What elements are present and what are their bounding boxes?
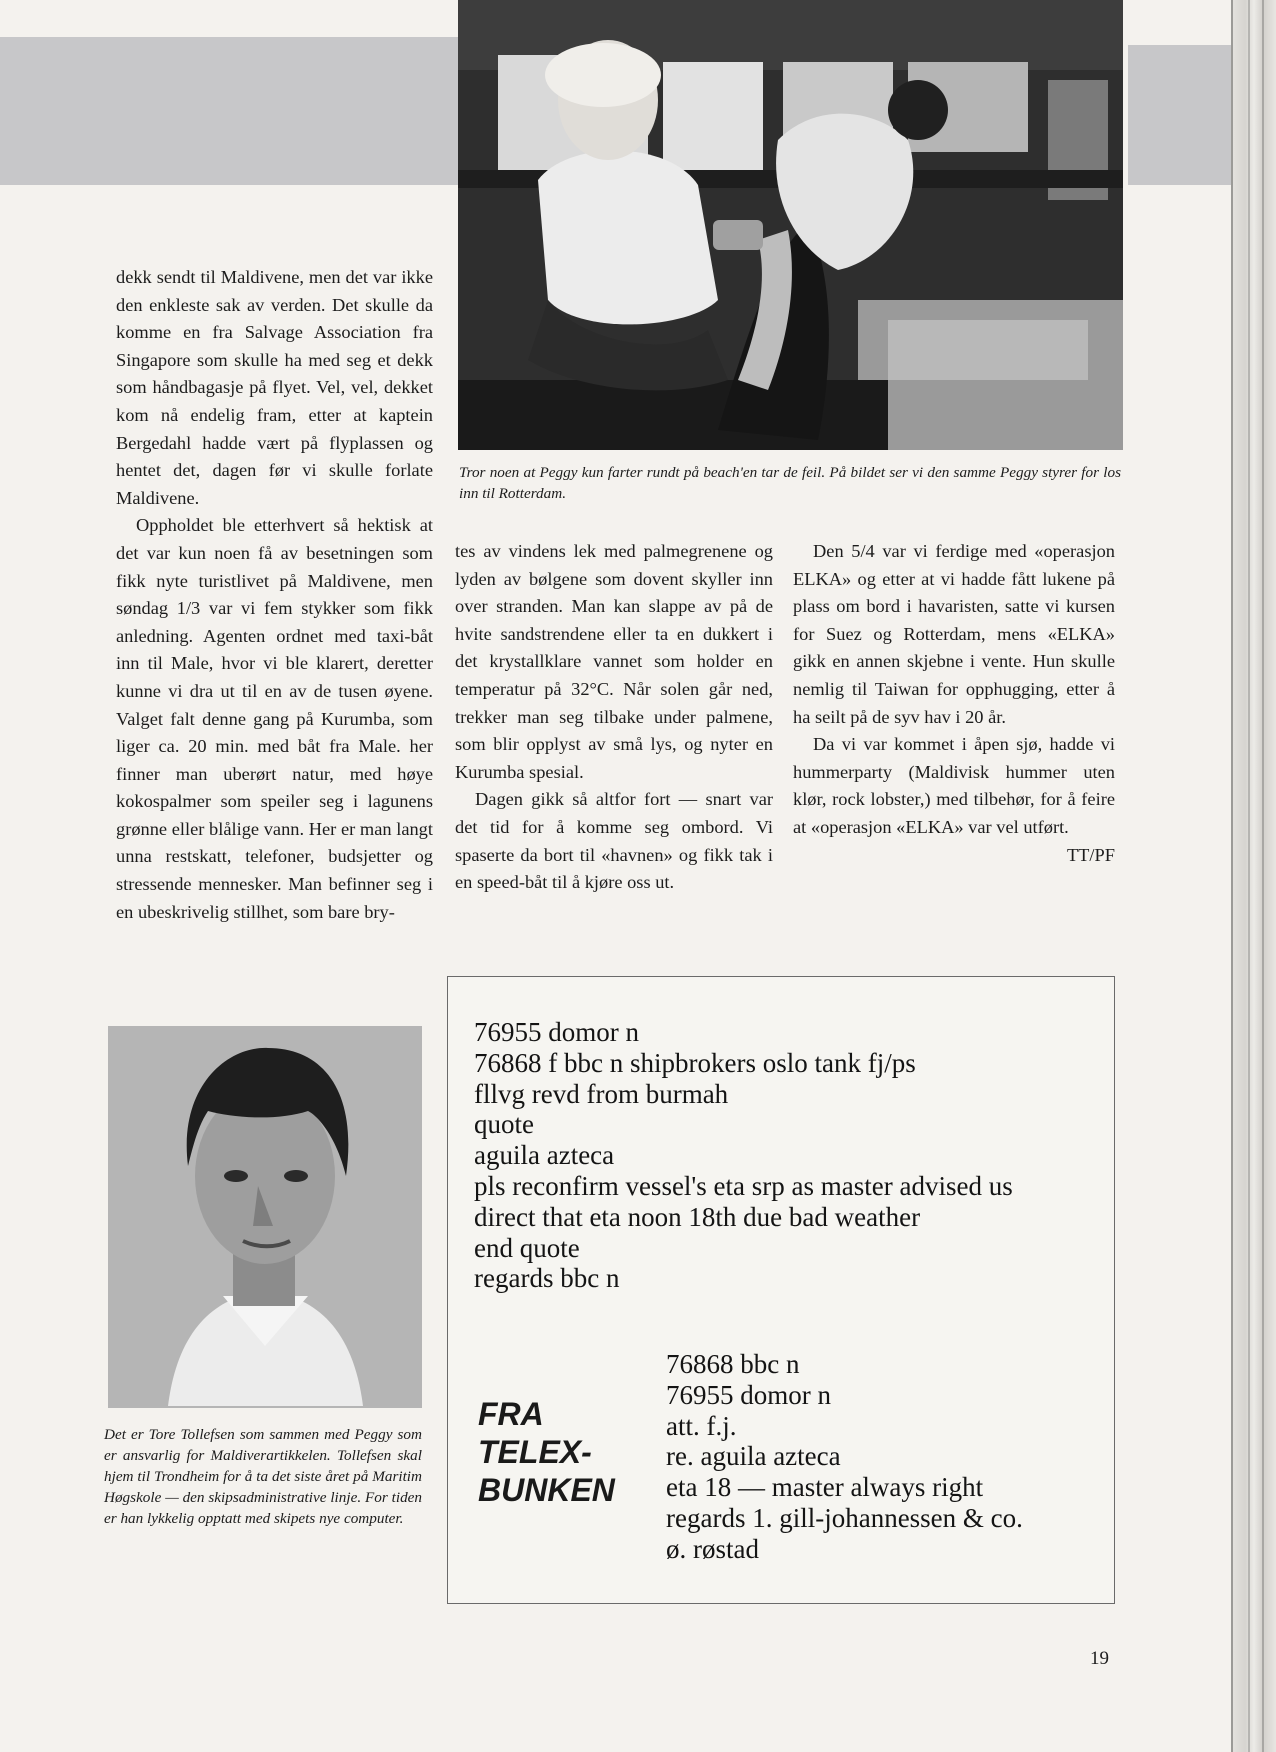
telex-line: end quote bbox=[474, 1232, 580, 1263]
telex-message-2 bbox=[666, 1349, 1023, 1565]
telex-line: regards bbc n bbox=[474, 1263, 620, 1294]
telex-line: direct that eta noon 18th due bad weather bbox=[474, 1201, 921, 1232]
telex-title-line: TELEX- bbox=[478, 1434, 592, 1470]
telex-line: fllvg revd from burmah bbox=[474, 1078, 729, 1109]
article-column-2 bbox=[455, 538, 773, 897]
photo-bridge-woman-steering bbox=[458, 0, 1123, 450]
telex-line: ø. røstad bbox=[666, 1533, 759, 1564]
page-number: 19 bbox=[1090, 1648, 1109, 1669]
page-edge-line bbox=[1248, 0, 1250, 1752]
telex-section-title bbox=[478, 1395, 615, 1509]
telex-line: aguila azteca bbox=[474, 1140, 615, 1171]
article-signature: TT/PF bbox=[1066, 844, 1115, 865]
page-edge-line bbox=[1262, 0, 1264, 1752]
telex-line: quote bbox=[474, 1109, 534, 1140]
caption-top-photo: Tror noen at Peggy kun farter rundt på beach'en tar de feil. På bildet ser vi den samme Peggy styrer for los inn til Rotterdam. bbox=[459, 464, 1121, 502]
telex-line: 76868 f bbc n shipbrokers oslo tank fj/ps bbox=[474, 1047, 916, 1078]
page-edge-shadow bbox=[1232, 0, 1276, 1752]
header-gray-band bbox=[0, 37, 470, 185]
article-paragraph: Oppholdet ble etterhvert så hektisk at det var kun noen få av besetningen som fikk nyte turistlivet på Maldivene, men søndag 1/3 var vi fem stykker som fikk anledning. Agenten ordnet med taxi-båt inn til Male, hvor vi ble klarert, deretter kunne vi dra ut til en av de tusen øyene. Valget falt denne gang på Kurumba, som liger ca. 20 min. med båt fra Male. her finner man uberørt natur, med høye kokospalmer som speiler seg i lagunens grønne eller blålige vann. Her er man langt unna restskatt, telefoner, budsjetter og stressende mennesker. Man befinner seg i en ubeskrivelig stillhet, som bare bry- bbox=[116, 515, 433, 922]
article-paragraph: Den 5/4 var vi ferdige med «operasjon ELKA» og etter at vi hadde fått lukene på plass om bord i havaristen, satte vi kursen for Suez og Rotterdam, mens «ELKA» gikk en annen skjebne i vente. Hun skulle nemlig til Taiwan for opphugging, etter å ha seilt på de syv hav i 20 år. bbox=[793, 541, 1115, 727]
page-edge-line bbox=[1231, 0, 1233, 1752]
article-column-1 bbox=[116, 264, 433, 926]
telex-line: 76955 domor n bbox=[474, 1017, 639, 1047]
article-paragraph: Da vi var kommet i åpen sjø, hadde vi hummerparty (Maldivisk hummer uten klør, rock lobster,) med tilbehør, for å feire at «operasjon «ELKA» var vel utført. bbox=[793, 734, 1115, 837]
caption-bottom-photo: Det er Tore Tollefsen som sammen med Peggy som er ansvarlig for Maldiverartikkelen. Tollefsen skal hjem til Trondheim for å ta det siste året på Maritim Høgskole — den skipsadministrative linje. For tiden er han lykkelig opptatt med skipets nye computer. bbox=[104, 1426, 422, 1527]
telex-title-line: FRA bbox=[478, 1396, 544, 1432]
article-paragraph: tes av vindens lek med palmegrenene og lyden av bølgene som dovent skyller inn over stranden. Man kan slappe av på de hvite sandstrendene eller ta en dukkert i det krystallklare vannet som holder en temperatur på 32°C. Når solen går ned, trekker man seg tilbake under palmene, som blir opplyst av små lys, og nyter en Kurumba spesial. bbox=[455, 541, 773, 782]
telex-line: pls reconfirm vessel's eta srp as master advised us bbox=[474, 1170, 1013, 1201]
telex-line: regards 1. gill-johannessen & co. bbox=[666, 1502, 1023, 1533]
telex-title-line: BUNKEN bbox=[478, 1472, 615, 1508]
telex-line: re. aguila azteca bbox=[666, 1441, 841, 1472]
telex-line: eta 18 — master always right bbox=[666, 1472, 984, 1503]
telex-line: 76868 bbc n bbox=[666, 1349, 800, 1379]
telex-line: att. f.j. bbox=[666, 1410, 737, 1441]
photo-portrait-man bbox=[108, 1026, 422, 1408]
article-paragraph: dekk sendt til Maldivene, men det var ikke den enkleste sak av verden. Det skulle da komme en fra Salvage Association fra Singapore som skulle ha med seg et dekk som håndbagasje på flyet. Vel, vel, dekket kom nå endelig fram, etter at kaptein Bergedahl hadde vært på flyplassen og hentet det, dagen før vi skulle forlate Maldivene. bbox=[116, 267, 433, 508]
telex-line: 76955 domor n bbox=[666, 1379, 831, 1410]
telex-box bbox=[447, 976, 1115, 1604]
article-column-3 bbox=[793, 538, 1115, 869]
article-paragraph: Dagen gikk så altfor fort — snart var det tid for å komme seg ombord. Vi spaserte da bort til «havnen» og fikk tak i en speed-båt til å kjøre oss ut. bbox=[455, 789, 773, 893]
telex-message-1 bbox=[474, 1017, 1013, 1294]
